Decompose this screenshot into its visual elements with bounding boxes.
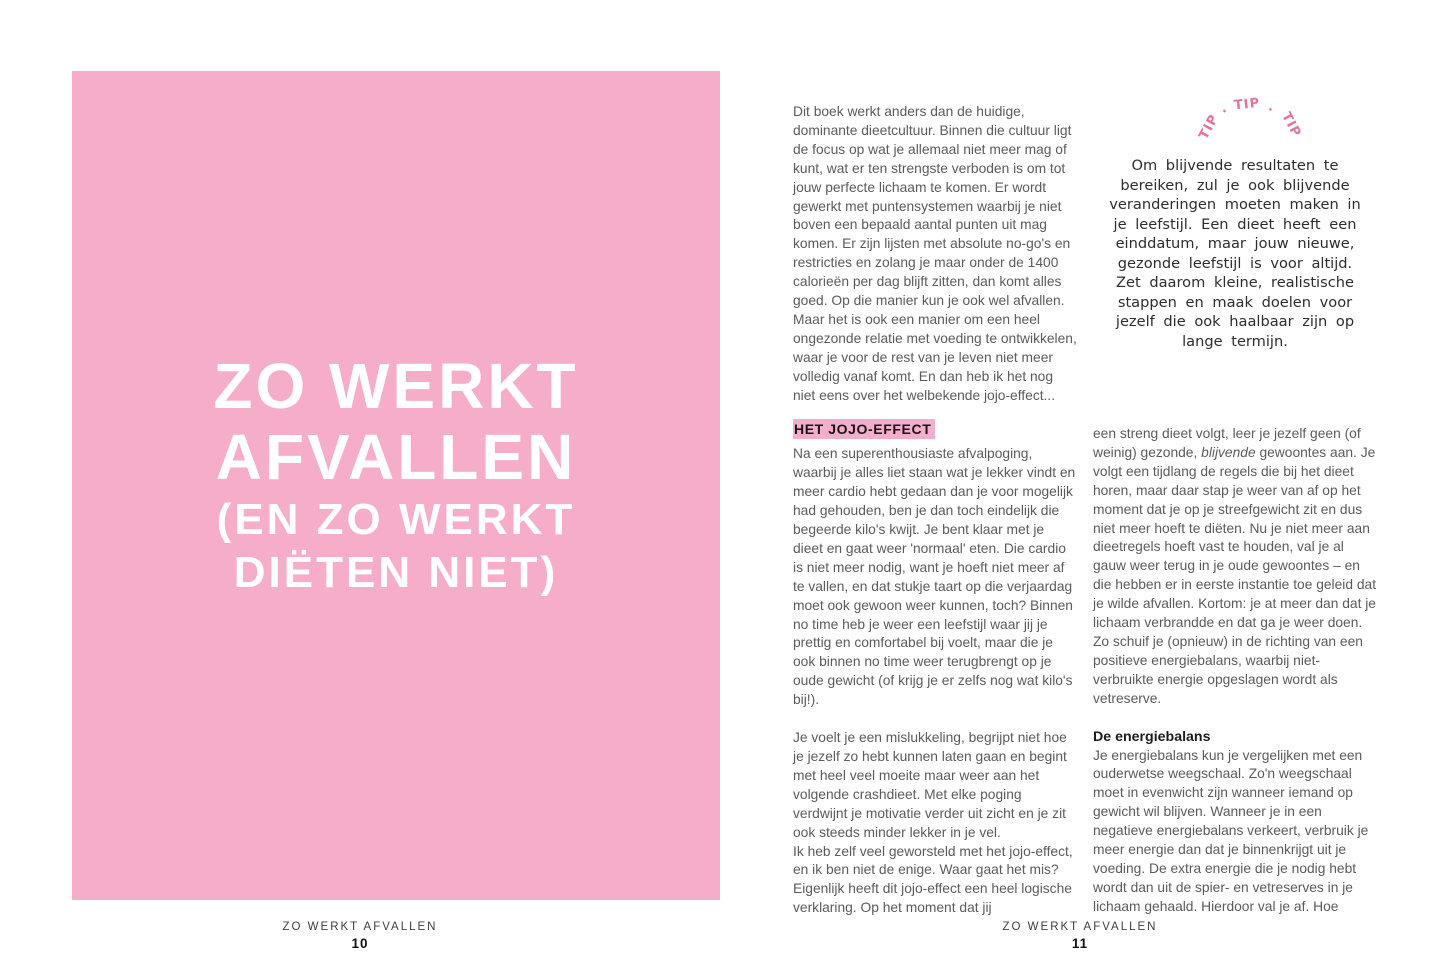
tip-dot: · [1264, 102, 1277, 119]
jojo-paragraph-3: Ik heb zelf veel geworsteld met het jojo-effect, en ik ben niet de enige. Waar gaat het mis? Eigenlijk heeft dit jojo-effect een heel logische verklaring. Op het moment dat jij [793, 843, 1073, 916]
energiebalans-heading: De energiebalans [1093, 728, 1211, 745]
energiebalans-paragraph: Je energiebalans kun je vergelijken met een ouderwetse weegschaal. Zo'n weegschaal moet in evenwicht zijn wanneer iemand op gewicht wil blijven. Wanneer je in een negatieve energiebalans verkeert, verbruik je meer energie dan dat je binnenkrijgt uit je voeding. De extra energie die je nodig hebt wordt dan uit de spier- en vetreserves in je lichaam gehaald. Hierdoor val je af. Hoe [1093, 747, 1369, 914]
running-head: ZO WERKT AFVALLEN [1002, 921, 1158, 933]
tip-dot: · [1219, 103, 1232, 120]
emphasized-word: blijvende [1201, 444, 1256, 460]
tip-word-left: TIP [1196, 111, 1223, 143]
page-number: 10 [351, 936, 369, 951]
left-page-pink-panel [72, 71, 720, 900]
paragraph-text: gewoontes aan. Je volgt een tijdlang de regels die bij het dieet horen, maar daar stap je weer van af op het moment dat je op je streefgewicht zit en dus niet meer hoeft te diëten. Nu je niet meer aan dieetregels hoeft vast te houden, val je al gauw weer terug in je oude gewoontes – en die hebben er in eerste instantie toe geleid dat je wilde afvallen. Kortom: je at meer dan dat je lichaam verbrandde en dat ga je weer doen. Zo schuif je (opnieuw) in de richting van een positieve energiebalans, waarbij niet-verbruikte energie opgeslagen wordt als vetreserve. [1093, 444, 1377, 706]
tip-text: Om blijvende resultaten te bereiken, zul je ook blijvende veranderingen moeten maken in je leefstijl. Een dieet heeft een einddatum, maar jouw nieuwe, gezonde leefstijl is voor altijd. Zet daarom kleine, realistische stappen en maak doelen voor jezelf die ook haalbaar zijn op lange termijn. [1109, 157, 1361, 350]
jojo-paragraph-2: Je voelt je een mislukkeling, begrijpt niet hoe je jezelf zo hebt kunnen laten gaan en begint met heel veel moeite maar weer aan het volgende crashdieet. Met elke poging verdwijnt je motivatie verder uit zicht en je zit ook steeds minder lekker in je vel. [793, 730, 1067, 840]
chapter-title-line: DIËTEN NIET) [233, 548, 559, 597]
tip-arc-header [1093, 95, 1377, 150]
jojo-effect-heading: HET JOJO-EFFECT [793, 419, 935, 440]
running-head: ZO WERKT AFVALLEN [282, 921, 438, 933]
left-page-footer [0, 921, 720, 951]
chapter-title-line: AFVALLEN [215, 421, 577, 493]
page-number: 11 [1071, 936, 1089, 951]
diet-habits-paragraph [1093, 425, 1377, 709]
right-page-column-1 [793, 103, 1077, 918]
chapter-title [72, 351, 720, 599]
paragraph-text: een streng dieet volgt, leer je jezelf geen (of weinig) gezonde, [1093, 426, 1361, 460]
chapter-title-line: (EN ZO WERKT [216, 495, 576, 544]
tip-word-right: TIP [1278, 109, 1304, 141]
intro-paragraph: Dit boek werkt anders dan de huidige, dominante dieetcultuur. Binnen die cultuur ligt de focus op wat je allemaal niet meer mag of kunt, wat er ten strengste verboden is om tot jouw perfecte lichaam te komen. Er wordt gewerkt met puntensystemen waarbij je niet boven een bepaald aantal punten uit mag komen. Er zijn lijsten met absolute no-go's en restricties en zolang je maar onder de 1400 calorieën per dag blijft zitten, dan komt alles goed. Op die manier kun je ook wel afvallen. Maar het is ook een manier om een heel ongezonde relatie met voeding te ontwikkelen, waar je voor de rest van je leven niet meer volledig vanaf komt. En dan heb ik het nog niet eens over het welbekende jojo-effect... [793, 104, 1077, 403]
chapter-title-line: ZO WERKT [213, 350, 579, 422]
right-page-footer [720, 921, 1440, 951]
tip-word-mid: TIP [1233, 95, 1261, 114]
jojo-paragraph-1: Na een superenthousiaste afvalpoging, waarbij je alles liet staan wat je lekker vindt en meer cardio hebt gedaan dan je voor mogelijk had gehouden, ben je dan toch eindelijk die begeerde kilo's kwijt. Je bent klaar met je dieet en gaat weer 'normaal' eten. Die cardio is niet meer nodig, want je hoeft niet meer af te vallen, en dat stukje taart op die verjaardag moet ook gewoon weer kunnen, toch? Binnen no time heb je weer een leefstijl waar jij je prettig en comfortabel bij voelt, maar die je ook binnen no time weer terugbrengt op je oude gewicht (of krijg je er zelfs nog wat kilo's bij!). [793, 446, 1076, 708]
right-page-column-2 [1093, 88, 1377, 917]
